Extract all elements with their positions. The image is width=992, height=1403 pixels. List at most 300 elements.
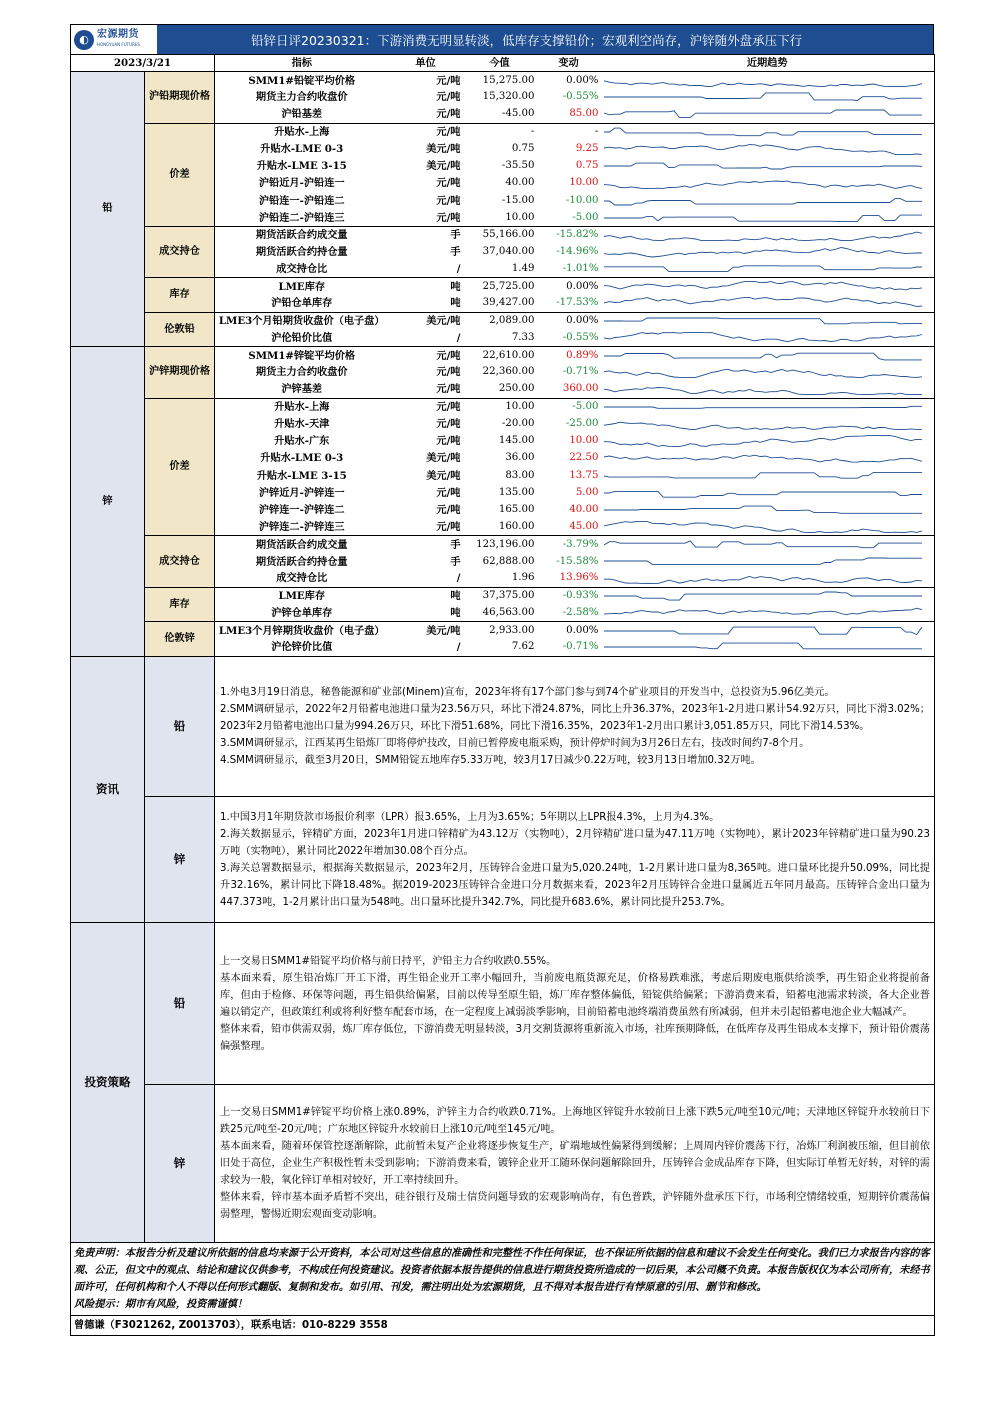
indicator-unit: 美元/吨 [426, 143, 461, 156]
date-header: 2023/3/21 [71, 55, 215, 72]
report-title: 铅锌日评20230321：下游消费无明显转淡，低库存支撑铅价；宏观利空尚存，沪锌随外盘承压下行 [251, 32, 803, 48]
paragraph: 整体来看，铅市供需双弱，炼厂库存低位，下游消费无明显转淡，3月交割货源将重新流入市场，社库预期降低，在低库存及再生铅成本支撑下，预计铅价震荡偏强整理。 [220, 1023, 930, 1052]
indicator-unit: 元/吨 [389, 72, 463, 89]
change-value: 10.00 [569, 177, 599, 189]
news-strategy-table [70, 656, 935, 1336]
indicator-name: 沪铅基差 [281, 108, 323, 121]
change-header: 变动 [537, 55, 601, 72]
indicator-name: 升贴水-LME 0-3 [260, 143, 344, 156]
indicator-unit: 吨 [450, 606, 461, 619]
trend-line [604, 318, 922, 324]
change-value: -5.00 [572, 211, 599, 223]
group-label: 沪铅期现价格 [145, 72, 215, 124]
trend-sparkline [603, 176, 923, 190]
change-value: -0.71% [562, 641, 599, 653]
change-value: 0.89% [537, 347, 601, 364]
trend-line [604, 644, 922, 650]
trend-line [604, 491, 922, 497]
change-value: -14.96% [556, 246, 599, 258]
indicator-table [70, 54, 935, 656]
group-label: 成交持仓 [145, 226, 215, 278]
indicator-name: LME3个月铅期货收盘价（电子盘） [215, 312, 389, 329]
paragraph: 上一交易日SMM1#铅锭平均价格与前日持平，沪铅主力合约收跌0.55%。 [220, 955, 557, 967]
today-value: -45.00 [501, 108, 535, 120]
indicator-row [71, 347, 935, 364]
trend-cell [601, 106, 935, 123]
paragraph: 基本面来看，随着环保管控逐渐解除，此前暂未复产企业将逐步恢复生产，矿端地域性偏紧得到缓解；上周周内锌价震荡下行，冶炼厂利润被压缩，但目前依旧处于高位，企业生产积极性暂未受到影响；下游消费来看，镀锌企业开工随环保问题解除回升，压铸锌合金成品库存下降，但实际订单暂无好转，对锌的需求较为一般，氧化锌订单相对较好，开工率持续回升。 [220, 1141, 930, 1187]
trend-sparkline [603, 469, 923, 483]
indicator-row [71, 622, 935, 639]
trend-sparkline [603, 640, 923, 654]
indicator-name: 沪锌连一-沪锌连二 [258, 503, 345, 516]
change-value: -15.82% [537, 226, 601, 243]
indicator-unit: 吨 [450, 297, 461, 310]
indicator-unit: / [456, 641, 461, 654]
trend-cell [601, 364, 935, 381]
paragraph: 上一交易日SMM1#锌锭平均价格上涨0.89%，沪锌主力合约收跌0.71%。上海地区锌锭升水较前日上涨下跌5元/吨至10元/吨；天津地区锌锭升水较前日下跌25元/吨至-20元/吨；广东地区锌锭升水较前日上涨10元/吨至145元/吨。 [220, 1107, 930, 1136]
indicator-unit: 元/吨 [436, 503, 461, 516]
indicator-name: 成交持仓比 [276, 572, 328, 585]
trend-cell [601, 312, 935, 329]
trend-line [604, 406, 922, 408]
trend-header: 近期趋势 [601, 55, 935, 72]
today-value: - [463, 123, 537, 140]
indicator-unit: 吨 [389, 278, 463, 295]
indicator-name: 升贴水-LME 0-3 [260, 452, 344, 465]
change-value: -25.00 [565, 418, 599, 430]
disclaimer-text: 免责声明：本报告分析及建议所依据的信息均来源于公开资料，本公司对这些信息的准确性和完整性不作任何保证，也不保证所依据的信息和建议不会发生任何变化。我们已力求报告内容的客观、公正，但文中的观点、结论和建议仅供参考，不构成任何投资建议。投资者依据本报告提供的信息进行期货投资所造成的一切后果，本公司概不负责。本报告版权仅为本公司所有，未经书面许可，任何机构和个人不得以任何形式翻版、复制和发布。如引用、刊发，需注明出处为宏源期货，且不得对本报告进行有悖原意的引用、删节和修改。 [74, 1248, 930, 1294]
indicator-row [71, 312, 935, 329]
paragraph: 4.SMM调研显示，截至3月20日，SMM铅锭五地库存5.33万吨，较3月17日减少0.22万吨，较3月13日增加0.32万吨。 [220, 755, 761, 767]
change-value: -10.00 [565, 194, 599, 206]
trend-cell [601, 381, 935, 398]
today-value: 7.62 [511, 641, 535, 653]
indicator-unit: 元/吨 [436, 211, 461, 224]
change-value: 45.00 [569, 520, 599, 532]
change-value: 0.75 [575, 160, 599, 172]
logo-english-name: HONGYUAN FUTURES [97, 41, 140, 47]
group-label: 价差 [145, 398, 215, 536]
trend-cell [601, 433, 935, 450]
change-value: - [537, 123, 601, 140]
indicator-unit: 元/吨 [389, 398, 463, 415]
trend-cell [601, 450, 935, 467]
trend-line [604, 181, 922, 188]
paragraph: 1.外电3月19日消息，秘鲁能源和矿业部(Minem)宣布，2023年将有17个部门参与到74个矿业项目的开发当中，总投资为5.96亿美元。 [220, 687, 835, 699]
trend-cell [601, 347, 935, 364]
strategy-zinc-text [215, 1085, 935, 1243]
trend-line [604, 80, 922, 86]
indicator-unit: 元/吨 [436, 486, 461, 499]
indicator-row [71, 587, 935, 604]
trend-sparkline [603, 125, 923, 139]
logo-chinese-name: 宏源期货 [97, 28, 139, 40]
paragraph: 3.SMM调研显示，江西某再生铅炼厂即将停炉技改，目前已暂停废电瓶采购，预计停炉时间为3月26日左右，技改时间约7-8个月。 [220, 738, 810, 750]
trend-line [604, 128, 922, 136]
strategy-zinc-label: 锌 [145, 1085, 215, 1243]
trend-line [604, 388, 922, 395]
trend-sparkline [603, 486, 923, 500]
trend-cell [601, 192, 935, 209]
indicator-name: 升贴水-LME 3-15 [256, 160, 347, 173]
trend-cell [601, 467, 935, 484]
group-label: 成交持仓 [145, 536, 215, 588]
paragraph: 3.海关总署数据显示，根据海关数据显示，2023年2月，压铸锌合金进口量为5,020.24吨，1-2月累计进口量为8,365吨。进口量环比提升50.09%，同比提升32.16%，累计同比下降18.48%。据2019-2023压铸锌合金进口分月数据来看，2023年2月压铸锌合金进口量属近五年同月最高。压铸锌合金出口量为447.373吨，1-2月累计出口量为548吨。出口量环比提升342.7%，同比提升683.6%，累计同比提升253.7%。 [220, 862, 930, 908]
indicator-name: 期货主力合约收盘价 [255, 91, 348, 104]
trend-sparkline [603, 417, 923, 431]
indicator-name: 沪锌近月-沪锌连一 [258, 486, 345, 499]
indicator-name: 沪锌仓单库存 [271, 606, 333, 619]
trend-sparkline [603, 434, 923, 448]
trend-line [604, 522, 922, 533]
today-value: 37,375.00 [463, 587, 537, 604]
indicator-name: 升贴水-LME 3-15 [256, 469, 347, 482]
trend-cell [601, 570, 935, 587]
trend-sparkline [603, 107, 923, 121]
today-value: -35.50 [501, 160, 535, 172]
logo-mark-icon: ◐ [74, 30, 94, 50]
trend-cell [601, 226, 935, 243]
trend-cell [601, 261, 935, 278]
group-label: 沪锌期现价格 [145, 347, 215, 399]
paragraph: 基本面来看，原生铅冶炼厂开工下滑，再生铅企业开工率小幅回升，当前废电瓶货源充足，价格易跌难涨，考虑后期废电瓶供给淡季，再生铅企业将提前备库，但由于检修、环保等问题，再生铅供给偏紧，目前以传导至原生铅，炼厂库存整体偏低，铅锭供给偏紧；下游消费来看，铅蓄电池需求转淡，各大企业普遍以销定产，但政策红利或将利好整车配套市场，在一定程度上减弱淡季影响，目前铅蓄电池终端消费虽然有所减弱，但并未引起铅蓄电池企业大幅减产。 [220, 972, 930, 1018]
indicator-name: 升贴水-上海 [215, 123, 389, 140]
indicator-unit: 吨 [389, 587, 463, 604]
trend-line [604, 506, 922, 513]
trend-line [604, 198, 922, 204]
change-value: 0.00% [537, 312, 601, 329]
trend-line [604, 456, 922, 463]
trend-line [604, 248, 922, 258]
trend-line [604, 145, 922, 155]
trend-sparkline [603, 555, 923, 569]
today-value: 22,610.00 [463, 347, 537, 364]
group-label: 伦敦铅 [145, 312, 215, 346]
indicator-name: 升贴水-广东 [274, 435, 330, 448]
trend-line [604, 370, 922, 378]
indicator-row [71, 398, 935, 415]
trend-cell [601, 415, 935, 432]
indicator-unit: / [456, 263, 461, 276]
change-value: 360.00 [562, 383, 599, 395]
trend-cell [601, 244, 935, 261]
trend-sparkline [603, 520, 923, 534]
risk-warning: 风险提示：期市有风险，投资需谨慎！ [74, 1299, 248, 1311]
indicator-unit: 元/吨 [436, 435, 461, 448]
trend-cell [601, 622, 935, 639]
trend-cell [601, 519, 935, 536]
indicator-unit: 美元/吨 [389, 622, 463, 639]
indicator-unit: 元/吨 [436, 91, 461, 104]
indicator-unit: 元/吨 [436, 366, 461, 379]
indicator-unit: 元/吨 [436, 383, 461, 396]
today-value: 15,320.00 [482, 91, 535, 103]
trend-line [604, 232, 922, 240]
change-value: 40.00 [569, 503, 599, 515]
today-value: 55,166.00 [463, 226, 537, 243]
indicator-row [71, 536, 935, 553]
indicator-unit: 美元/吨 [389, 312, 463, 329]
trend-sparkline [603, 211, 923, 225]
trend-sparkline [603, 296, 923, 310]
trend-line [604, 627, 922, 635]
trend-line [604, 436, 922, 447]
indicator-name: 期货主力合约收盘价 [255, 366, 348, 379]
company-logo [71, 25, 157, 54]
today-value: 145.00 [498, 435, 535, 447]
today-header: 今值 [463, 55, 537, 72]
report-page [70, 24, 934, 1336]
trend-cell [601, 72, 935, 89]
change-value: -3.79% [537, 536, 601, 553]
change-value: 5.00 [575, 486, 599, 498]
indicator-name: LME3个月锌期货收盘价（电子盘） [215, 622, 389, 639]
trend-sparkline [603, 571, 923, 585]
trend-cell [601, 295, 935, 312]
trend-cell [601, 587, 935, 604]
news-label: 资讯 [71, 657, 145, 923]
trend-line [604, 577, 922, 584]
trend-line [604, 353, 922, 360]
today-value: -15.00 [501, 194, 535, 206]
trend-cell [601, 140, 935, 157]
indicator-unit: 美元/吨 [426, 452, 461, 465]
indicator-unit: / [456, 572, 461, 585]
trend-cell [601, 553, 935, 570]
indicator-name: 升贴水-上海 [215, 398, 389, 415]
change-value: 22.50 [569, 452, 599, 464]
trend-sparkline [603, 365, 923, 379]
indicator-unit: 手 [450, 555, 461, 568]
today-value: 22,360.00 [482, 366, 535, 378]
lead-category-label: 铅 [71, 72, 145, 347]
news-lead-text [215, 657, 935, 797]
change-value: 0.00% [537, 622, 601, 639]
indicator-name: 期货活跃合约持仓量 [255, 246, 348, 259]
today-value: 36.00 [505, 452, 535, 464]
trend-sparkline [603, 262, 923, 276]
indicator-row [71, 123, 935, 140]
trend-cell [601, 484, 935, 501]
indicator-unit: 元/吨 [389, 123, 463, 140]
indicator-row [71, 72, 935, 89]
trend-sparkline [603, 606, 923, 620]
group-label: 伦敦锌 [145, 622, 215, 656]
trend-sparkline [603, 74, 923, 88]
news-lead-label: 铅 [145, 657, 215, 797]
news-zinc-label: 锌 [145, 797, 215, 923]
disclaimer [71, 1243, 935, 1316]
author-contact: 曾德谦（F3021262, Z0013703），联系电话：010-8229 3558 [71, 1316, 935, 1336]
trend-line [604, 558, 922, 564]
indicator-unit: 元/吨 [389, 347, 463, 364]
trend-cell [601, 123, 935, 140]
trend-sparkline [603, 159, 923, 173]
today-value: 1.96 [511, 572, 535, 584]
trend-sparkline [603, 90, 923, 104]
trend-cell [601, 501, 935, 518]
trend-line [604, 422, 922, 429]
trend-sparkline [603, 624, 923, 638]
trend-line [604, 93, 922, 101]
today-value: 83.00 [505, 469, 535, 481]
indicator-name: 沪铅近月-沪铅连一 [258, 177, 345, 190]
today-value: 25,725.00 [463, 278, 537, 295]
trend-sparkline [603, 451, 923, 465]
indicator-name: 期货活跃合约持仓量 [255, 555, 348, 568]
change-value: 85.00 [569, 108, 599, 120]
today-value: 1.49 [511, 263, 535, 275]
indicator-unit: 手 [389, 536, 463, 553]
trend-sparkline [603, 589, 923, 603]
indicator-name: 沪铅连二-沪铅连三 [258, 211, 345, 224]
indicator-name: 沪铅连一-沪铅连二 [258, 194, 345, 207]
trend-line [604, 110, 922, 118]
trend-cell [601, 330, 935, 347]
indicator-row [71, 278, 935, 295]
today-value: 46,563.00 [482, 606, 535, 618]
report-header [70, 24, 934, 54]
trend-sparkline [603, 331, 923, 345]
today-value: 2,933.00 [463, 622, 537, 639]
today-value: 250.00 [498, 383, 535, 395]
group-label: 价差 [145, 123, 215, 226]
strategy-label: 投资策略 [71, 923, 145, 1243]
change-value: -2.58% [562, 606, 599, 618]
indicator-name: LME库存 [215, 587, 389, 604]
today-value: 37,040.00 [482, 246, 535, 258]
indicator-unit: 手 [450, 246, 461, 259]
indicator-header: 指标 [215, 55, 389, 72]
trend-sparkline [603, 228, 923, 242]
indicator-name: SMM1#铅锭平均价格 [215, 72, 389, 89]
change-value: -0.93% [537, 587, 601, 604]
trend-line [604, 592, 922, 600]
today-value: 123,196.00 [463, 536, 537, 553]
change-value: 10.00 [569, 435, 599, 447]
indicator-row [71, 226, 935, 243]
indicator-name: SMM1#锌锭平均价格 [215, 347, 389, 364]
indicator-unit: 元/吨 [436, 177, 461, 190]
trend-cell [601, 175, 935, 192]
change-value: 0.00% [537, 72, 601, 89]
change-value: 0.00% [537, 278, 601, 295]
paragraph: 1.中国3月1年期贷款市场报价利率（LPR）报3.65%，上月为3.65%；5年期以上LPR报4.3%，上月为4.3%。 [220, 811, 720, 823]
paragraph: 2.SMM调研显示，2022年2月铅蓄电池进口量为23.56万只，环比下滑24.87%，同比上升36.37%，2023年1-2月进口累计54.92万只，同比下滑3.02%；2023年2月铅蓄电池出口量为994.26万只，环比下滑51.68%，同比下滑16.35%，2023年1-2月出口累计3,051.85万只，同比下滑14.53%。 [220, 704, 930, 733]
indicator-unit: 元/吨 [436, 194, 461, 207]
change-value: -1.01% [562, 263, 599, 275]
today-value: 62,888.00 [482, 555, 535, 567]
group-label: 库存 [145, 278, 215, 312]
indicator-name: 成交持仓比 [276, 263, 328, 276]
indicator-name: 期货活跃合约成交量 [215, 226, 389, 243]
trend-cell [601, 605, 935, 622]
trend-cell [601, 89, 935, 106]
today-value: 39,427.00 [482, 297, 535, 309]
indicator-name: 沪锌基差 [281, 383, 323, 396]
today-value: 165.00 [498, 503, 535, 515]
today-value: 10.00 [463, 398, 537, 415]
indicator-unit: 美元/吨 [426, 160, 461, 173]
trend-cell [601, 158, 935, 175]
indicator-name: 沪伦铅价比值 [271, 331, 333, 344]
trend-sparkline [603, 280, 923, 294]
trend-sparkline [603, 349, 923, 363]
trend-cell [601, 209, 935, 226]
change-value: -0.55% [562, 331, 599, 343]
paragraph: 整体来看，锌市基本面矛盾暂不突出，硅谷银行及瑞士信贷问题导致的宏观影响尚存，有色普跌，沪锌随外盘承压下行，市场利空情绪较重，短期锌价震荡偏弱整理，警惕近期宏观面变动影响。 [220, 1192, 930, 1221]
indicator-unit: 美元/吨 [426, 469, 461, 482]
trend-sparkline [603, 382, 923, 396]
today-value: 160.00 [498, 520, 535, 532]
change-value: -15.58% [556, 555, 599, 567]
change-value: -17.53% [556, 297, 599, 309]
strategy-lead-text [215, 923, 935, 1085]
trend-cell [601, 398, 935, 415]
indicator-unit: / [456, 331, 461, 344]
indicator-name: 期货活跃合约成交量 [215, 536, 389, 553]
trend-sparkline [603, 503, 923, 517]
paragraph: 2.海关数据显示，锌精矿方面，2023年1月进口锌精矿为43.12万（实物吨），2月锌精矿进口量为47.11万吨（实物吨），累计2023年锌精矿进口量为90.23万吨（实物吨），累计同比2022年增加30.08个百分点。 [220, 828, 930, 857]
today-value: 15,275.00 [463, 72, 537, 89]
trend-sparkline [603, 400, 923, 414]
indicator-name: 升贴水-天津 [274, 418, 330, 431]
trend-cell [601, 639, 935, 656]
indicator-unit: 元/吨 [436, 520, 461, 533]
trend-sparkline [603, 142, 923, 156]
today-value: -20.00 [501, 418, 535, 430]
zinc-category-label: 锌 [71, 347, 145, 656]
indicator-name: 沪伦锌价比值 [271, 641, 333, 654]
news-zinc-text [215, 797, 935, 923]
trend-sparkline [603, 245, 923, 259]
today-value: 7.33 [511, 331, 535, 343]
today-value: 10.00 [505, 211, 535, 223]
indicator-unit: 元/吨 [436, 108, 461, 121]
today-value: 135.00 [498, 486, 535, 498]
unit-header: 单位 [389, 55, 463, 72]
group-label: 库存 [145, 587, 215, 621]
trend-sparkline [603, 314, 923, 328]
indicator-name: LME库存 [215, 278, 389, 295]
trend-sparkline [603, 538, 923, 552]
trend-cell [601, 536, 935, 553]
indicator-name: 沪锌连二-沪锌连三 [258, 520, 345, 533]
trend-line [604, 332, 922, 341]
trend-line [604, 266, 922, 272]
indicator-unit: 手 [389, 226, 463, 243]
today-value: 2,089.00 [463, 312, 537, 329]
change-value: 13.96% [559, 572, 599, 584]
change-value: -0.55% [562, 91, 599, 103]
trend-cell [601, 278, 935, 295]
trend-line [604, 298, 922, 307]
change-value: 13.75 [569, 469, 599, 481]
trend-line [604, 608, 922, 615]
trend-sparkline [603, 194, 923, 208]
trend-line [604, 540, 922, 547]
change-value: -0.71% [562, 366, 599, 378]
trend-line [604, 472, 922, 478]
today-value: 0.75 [511, 143, 535, 155]
trend-line [604, 163, 922, 169]
strategy-lead-label: 铅 [145, 923, 215, 1085]
indicator-unit: 元/吨 [436, 418, 461, 431]
trend-line [604, 215, 922, 221]
change-value: 9.25 [575, 143, 599, 155]
indicator-name: 沪铅仓单库存 [271, 297, 333, 310]
today-value: 40.00 [505, 177, 535, 189]
